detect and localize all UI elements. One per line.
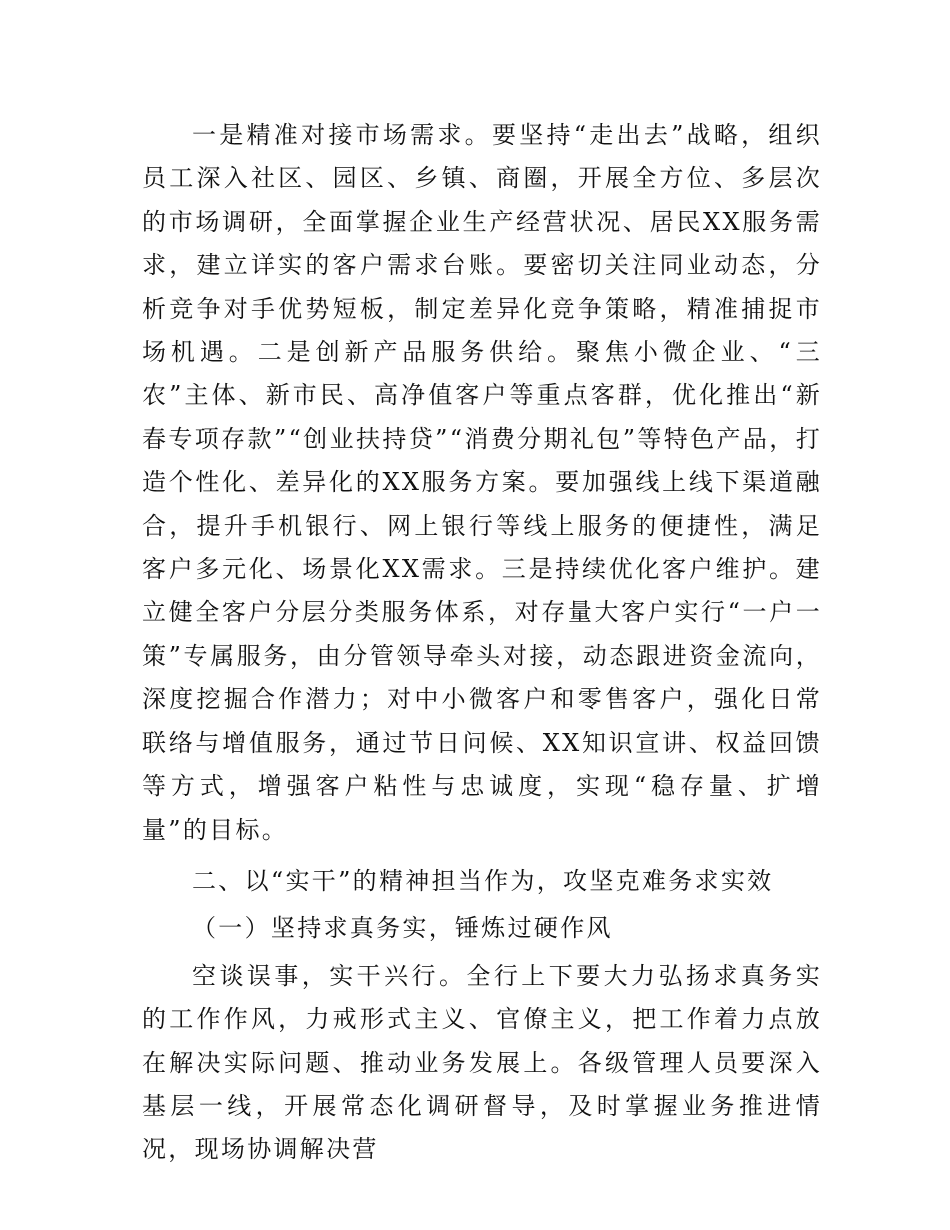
section-heading-2: 二、以“实干”的精神担当作为，攻坚克难务求实效	[192, 866, 774, 895]
paragraph-pragmatic-style: 空谈误事，实干兴行。全行上下要大力弘扬求真务实的工作作风，力戒形式主义、官僚主义，把工作着力点放在解决实际问题、推动业务发展上。各级管理人员要深入基层一线，开展常态化调研督导，及时掌握业务推进情况，现场协调解决营	[142, 961, 822, 1164]
paragraph-market-and-customer: 一是精准对接市场需求。要坚持“走出去”战略，组织员工深入社区、园区、乡镇、商圈，开展全方位、多层次的市场调研，全面掌握企业生产经营状况、居民XX服务需求，建立详实的客户需求台账。要密切关注同业动态，分析竞争对手优势短板，制定差异化竞争策略，精准捕捉市场机遇。二是创新产品服务供给。聚焦小微企业、“三农”主体、新市民、高净值客户等重点客群，优化推出“新春专项存款”“创业扶持贷”“消费分期礼包”等特色产品，打造个性化、差异化的XX服务方案。要加强线上线下渠道融合，提升手机银行、网上银行等线上服务的便捷性，满足客户多元化、场景化XX需求。三是持续优化客户维护。建立健全客户分层分类服务体系，对存量大客户实行“一户一策”专属服务，由分管领导牵头对接，动态跟进资金流向，深度挖掘合作潜力；对中小微客户和零售客户，强化日常联络与增值服务，通过节日问候、XX知识宣讲、权益回馈等方式，增强客户粘性与忠诚度，实现“稳存量、扩增量”的目标。	[142, 121, 822, 844]
subsection-heading-1: （一）坚持求真务实，锤炼过硬作风	[192, 914, 613, 943]
document-body	[142, 114, 822, 1172]
